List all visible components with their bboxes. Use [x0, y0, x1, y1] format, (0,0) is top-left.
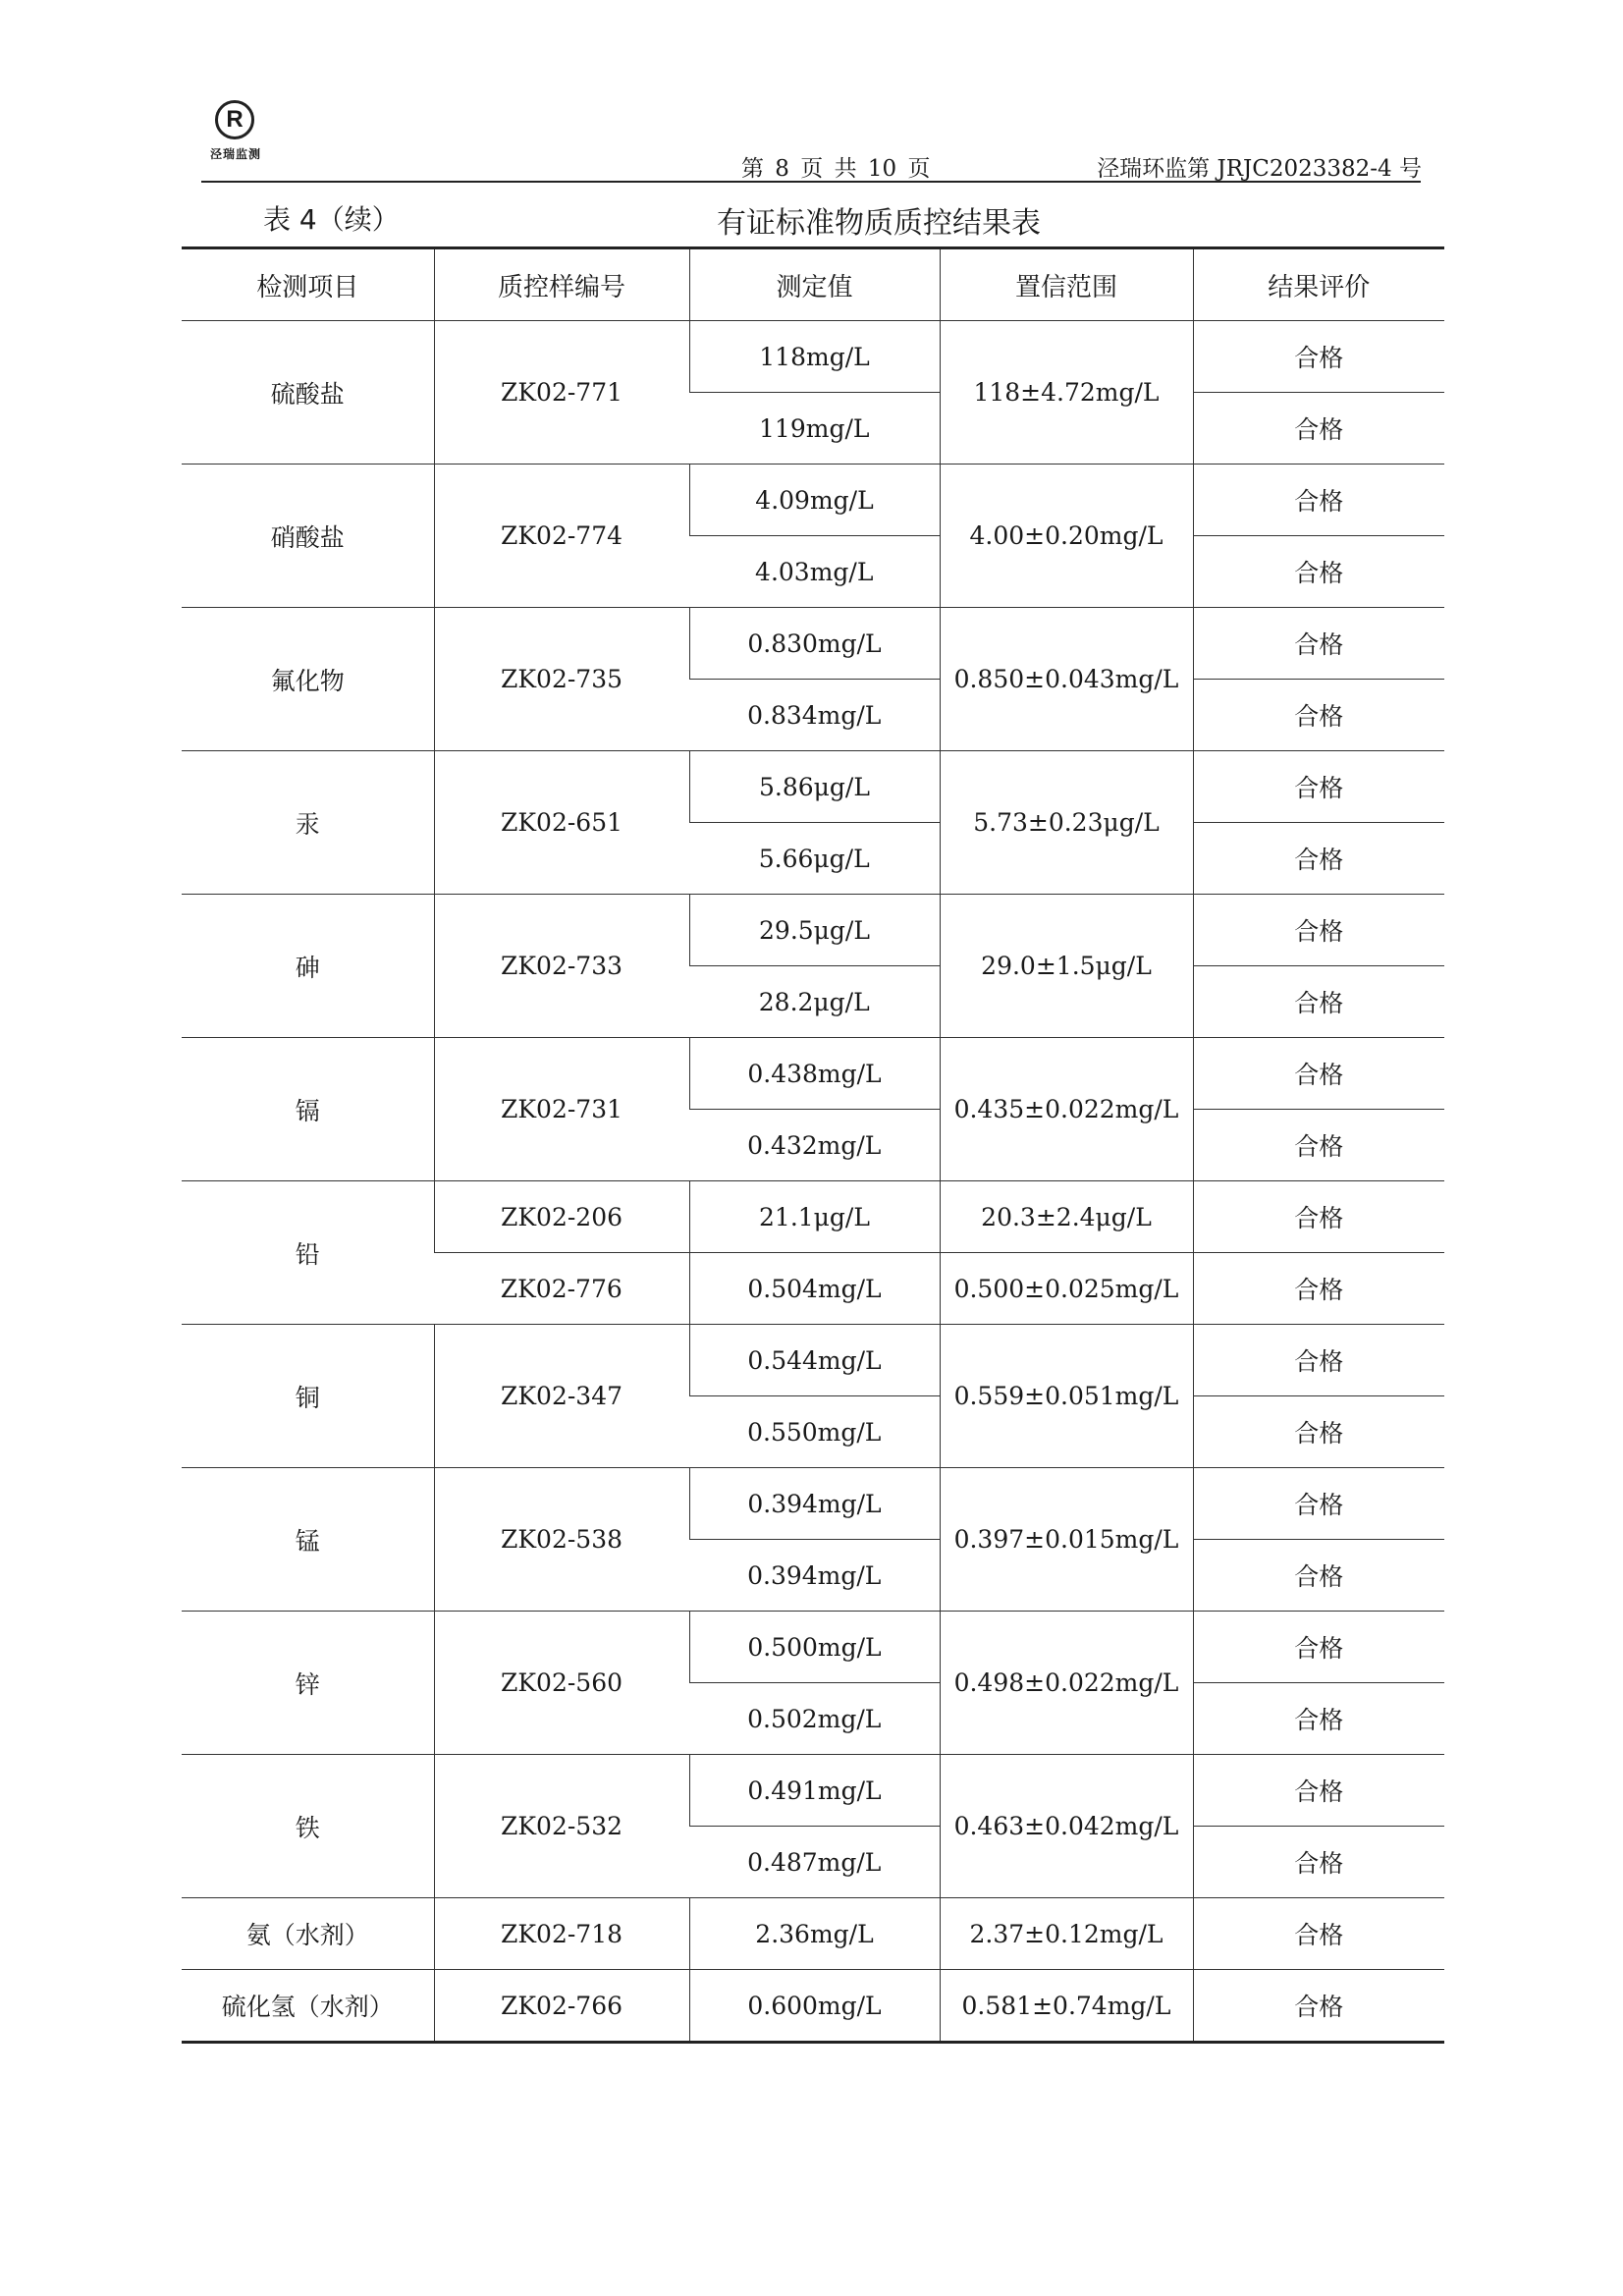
column-header: 检测项目	[182, 248, 434, 321]
table-row	[182, 1898, 1444, 1970]
measured-cell: 5.86μg/L	[689, 751, 940, 823]
code-cell: ZK02-718	[434, 1898, 689, 1970]
result-cell: 合格	[1193, 966, 1444, 1038]
table-row	[182, 1181, 1444, 1253]
table-row	[182, 1755, 1444, 1827]
item-cell: 硝酸盐	[182, 465, 434, 608]
measured-cell: 0.504mg/L	[689, 1253, 940, 1325]
measured-cell: 4.03mg/L	[689, 536, 940, 608]
code-cell: ZK02-733	[434, 895, 689, 1038]
measured-cell: 29.5μg/L	[689, 895, 940, 966]
result-cell: 合格	[1193, 1827, 1444, 1898]
table-row	[182, 1970, 1444, 2043]
range-cell: 20.3±2.4μg/L	[940, 1181, 1193, 1253]
table-row	[182, 751, 1444, 823]
result-cell: 合格	[1193, 1468, 1444, 1540]
table-row	[182, 895, 1444, 966]
table-row	[182, 321, 1444, 393]
table-row	[182, 1325, 1444, 1396]
item-cell: 硫酸盐	[182, 321, 434, 465]
range-cell: 0.435±0.022mg/L	[940, 1038, 1193, 1181]
column-header: 置信范围	[940, 248, 1193, 321]
item-cell: 氨（水剂）	[182, 1898, 434, 1970]
result-cell: 合格	[1193, 1253, 1444, 1325]
logo-mark: R	[215, 100, 254, 139]
result-cell: 合格	[1193, 608, 1444, 680]
item-cell: 汞	[182, 751, 434, 895]
code-cell: ZK02-206	[434, 1181, 689, 1253]
measured-cell: 0.438mg/L	[689, 1038, 940, 1110]
result-cell: 合格	[1193, 751, 1444, 823]
code-cell: ZK02-651	[434, 751, 689, 895]
measured-cell: 0.394mg/L	[689, 1540, 940, 1612]
code-cell: ZK02-532	[434, 1755, 689, 1898]
measured-cell: 0.830mg/L	[689, 608, 940, 680]
item-cell: 铁	[182, 1755, 434, 1898]
range-cell: 0.463±0.042mg/L	[940, 1755, 1193, 1898]
result-cell: 合格	[1193, 1038, 1444, 1110]
header-rule	[201, 181, 1421, 183]
range-cell: 0.559±0.051mg/L	[940, 1325, 1193, 1468]
code-cell: ZK02-774	[434, 465, 689, 608]
result-cell: 合格	[1193, 1110, 1444, 1181]
code-cell: ZK02-735	[434, 608, 689, 751]
code-cell: ZK02-560	[434, 1612, 689, 1755]
measured-cell: 28.2μg/L	[689, 966, 940, 1038]
logo-text: 泾瑞监测	[209, 147, 261, 161]
result-cell: 合格	[1193, 393, 1444, 465]
column-header: 测定值	[689, 248, 940, 321]
measured-cell: 0.487mg/L	[689, 1827, 940, 1898]
measured-cell: 0.500mg/L	[689, 1612, 940, 1683]
measured-cell: 5.66μg/L	[689, 823, 940, 895]
item-cell: 锰	[182, 1468, 434, 1612]
table-row	[182, 1038, 1444, 1110]
code-cell: ZK02-776	[434, 1253, 689, 1325]
item-cell: 镉	[182, 1038, 434, 1181]
table-row	[182, 1468, 1444, 1540]
table-row	[182, 608, 1444, 680]
code-cell: ZK02-766	[434, 1970, 689, 2043]
code-cell: ZK02-538	[434, 1468, 689, 1612]
company-logo	[201, 100, 270, 175]
result-cell: 合格	[1193, 680, 1444, 751]
result-cell: 合格	[1193, 1755, 1444, 1827]
item-cell: 铜	[182, 1325, 434, 1468]
measured-cell: 0.491mg/L	[689, 1755, 940, 1827]
measured-cell: 0.394mg/L	[689, 1468, 940, 1540]
item-cell: 氟化物	[182, 608, 434, 751]
page-info: 第 8 页 共 10 页	[741, 156, 931, 182]
table-row	[182, 465, 1444, 536]
item-cell: 硫化氢（水剂）	[182, 1970, 434, 2043]
column-header: 质控样编号	[434, 248, 689, 321]
column-header: 结果评价	[1193, 248, 1444, 321]
result-cell: 合格	[1193, 1683, 1444, 1755]
report-number: 泾瑞环监第 JRJC2023382-4 号	[1097, 156, 1422, 182]
measured-cell: 4.09mg/L	[689, 465, 940, 536]
range-cell: 0.500±0.025mg/L	[940, 1253, 1193, 1325]
result-cell: 合格	[1193, 536, 1444, 608]
result-cell: 合格	[1193, 1396, 1444, 1468]
range-cell: 5.73±0.23μg/L	[940, 751, 1193, 895]
code-cell: ZK02-347	[434, 1325, 689, 1468]
result-cell: 合格	[1193, 1181, 1444, 1253]
measured-cell: 2.36mg/L	[689, 1898, 940, 1970]
result-cell: 合格	[1193, 823, 1444, 895]
table-label: 表 4（续）	[263, 203, 400, 236]
result-cell: 合格	[1193, 1540, 1444, 1612]
table-header-row	[182, 248, 1444, 321]
result-cell: 合格	[1193, 465, 1444, 536]
result-cell: 合格	[1193, 1325, 1444, 1396]
table-row	[182, 1612, 1444, 1683]
range-cell: 29.0±1.5μg/L	[940, 895, 1193, 1038]
result-cell: 合格	[1193, 1612, 1444, 1683]
range-cell: 0.581±0.74mg/L	[940, 1970, 1193, 2043]
measured-cell: 0.550mg/L	[689, 1396, 940, 1468]
table-title: 有证标准物质质控结果表	[717, 206, 1041, 241]
item-cell: 砷	[182, 895, 434, 1038]
measured-cell: 0.544mg/L	[689, 1325, 940, 1396]
range-cell: 0.397±0.015mg/L	[940, 1468, 1193, 1612]
result-cell: 合格	[1193, 895, 1444, 966]
result-cell: 合格	[1193, 1970, 1444, 2043]
qc-results-table	[182, 246, 1444, 2044]
result-cell: 合格	[1193, 1898, 1444, 1970]
range-cell: 118±4.72mg/L	[940, 321, 1193, 465]
range-cell: 0.498±0.022mg/L	[940, 1612, 1193, 1755]
item-cell: 锌	[182, 1612, 434, 1755]
range-cell: 0.850±0.043mg/L	[940, 608, 1193, 751]
measured-cell: 119mg/L	[689, 393, 940, 465]
range-cell: 4.00±0.20mg/L	[940, 465, 1193, 608]
measured-cell: 0.432mg/L	[689, 1110, 940, 1181]
range-cell: 2.37±0.12mg/L	[940, 1898, 1193, 1970]
item-cell: 铅	[182, 1181, 434, 1325]
measured-cell: 0.502mg/L	[689, 1683, 940, 1755]
measured-cell: 0.600mg/L	[689, 1970, 940, 2043]
result-cell: 合格	[1193, 321, 1444, 393]
code-cell: ZK02-771	[434, 321, 689, 465]
code-cell: ZK02-731	[434, 1038, 689, 1181]
measured-cell: 118mg/L	[689, 321, 940, 393]
measured-cell: 21.1μg/L	[689, 1181, 940, 1253]
measured-cell: 0.834mg/L	[689, 680, 940, 751]
